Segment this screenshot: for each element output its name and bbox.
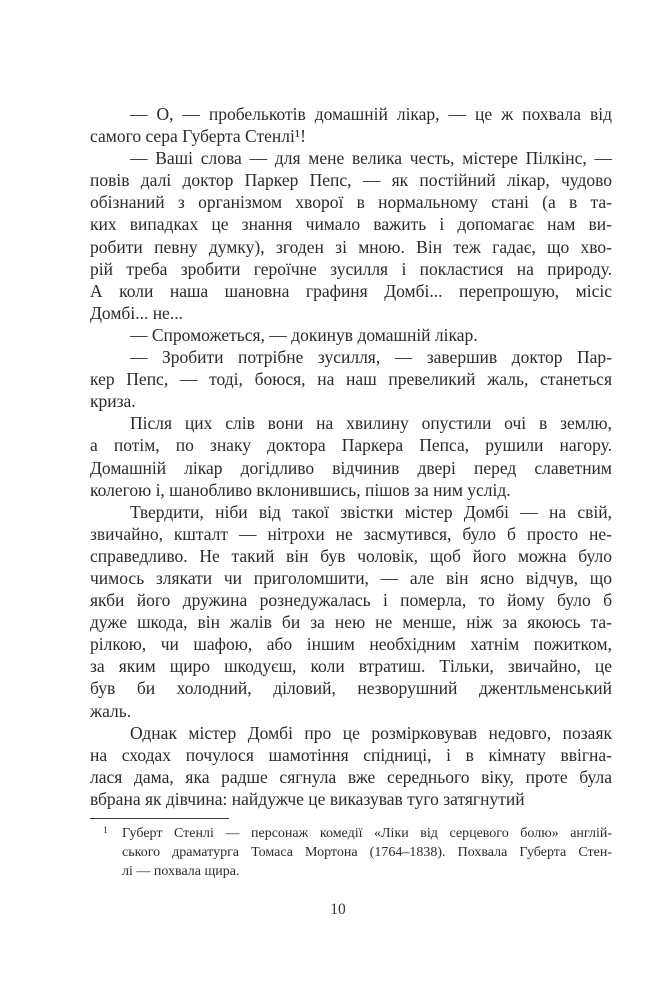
text-line: повів далі доктор Паркер Пепс, — як постійний лікар, чудово bbox=[90, 170, 612, 191]
text-line: Після цих слів вони на хвилину опустили очі в землю, bbox=[130, 413, 612, 434]
text-line: — Спроможеться, — докинув домашній лікар. bbox=[130, 324, 478, 345]
footnote-divider bbox=[90, 818, 229, 819]
footnote-marker: 1 bbox=[103, 826, 108, 836]
paragraph bbox=[90, 324, 612, 346]
text-line: А коли наша шановна графиня Домбі... перепрошую, місіс bbox=[90, 280, 612, 301]
text-line: якби його дружина рознедужалась і померла, то йому було б bbox=[90, 590, 612, 611]
text-line: Домбі... не... bbox=[90, 302, 183, 323]
text-line: Домашній лікар догідливо відчинив двері перед славетним bbox=[90, 457, 612, 478]
text-line: справедливо. Не такий він був чоловік, щоб його можна було bbox=[90, 545, 612, 566]
text-line: Однак містер Домбі про це розмірковував недовго, позаяк bbox=[130, 722, 612, 743]
paragraph bbox=[90, 412, 612, 500]
text-line: — Ваші слова — для мене велика честь, містере Пілкінс, — bbox=[130, 148, 612, 169]
paragraph bbox=[90, 103, 612, 147]
footnote bbox=[90, 824, 612, 881]
paragraph bbox=[90, 722, 612, 810]
text-line: кер Пепс, — тоді, боюся, на наш превеликий жаль, станеться bbox=[90, 369, 612, 390]
text-line: жаль. bbox=[90, 700, 132, 721]
text-line: — Зробити потрібне зусилля, — завершив доктор Пар- bbox=[130, 347, 612, 368]
text-line: за яким щиро шкодуєш, коли втратиш. Тільки, звичайно, це bbox=[90, 656, 612, 677]
text-line: ких випадках це знання чимало важить і допомагає нам ви- bbox=[90, 214, 612, 235]
text-line: вбрана як дівчина: найдужче це виказував туго затягнутий bbox=[90, 788, 525, 809]
text-line: рій треба зробити героїчне зусилля і покластися на природу. bbox=[90, 258, 612, 279]
text-line: був би холодний, діловий, незворушний джентльменський bbox=[90, 678, 612, 699]
text-line: робити певну думку), згоден зі мною. Він теж гадає, що хво- bbox=[90, 236, 612, 257]
paragraph bbox=[90, 147, 612, 324]
paragraph bbox=[90, 501, 612, 722]
text-line: дуже шкода, він жалів би за нею не менше, ніж за якоюсь та- bbox=[90, 612, 612, 633]
text-line: чимось злякати чи приголомшити, — але він ясно відчув, що bbox=[90, 567, 612, 588]
text-line: колегою і, шанобливо вклонившись, пішов за ним услід. bbox=[90, 479, 511, 500]
text-line: обізнаний з організмом хворої в нормальному стані (а в та- bbox=[90, 192, 612, 213]
text-line: самого сера Губерта Стенлі¹! bbox=[90, 126, 306, 147]
footnote-line: лі — похвала щира. bbox=[122, 864, 240, 879]
text-line: — О, — пробелькотів домашній лікар, — це ж похвала від bbox=[130, 104, 612, 124]
paragraph bbox=[90, 346, 612, 412]
footnote-line: ського драматурга Томаса Мортона (1764–1838). Похвала Губерта Стен- bbox=[122, 845, 612, 860]
text-line: на сходах почулося шамотіння спідниці, і в кімнату ввігна- bbox=[90, 744, 612, 765]
text-line: Твердити, ніби від такої звістки містер Домбі — на свій, bbox=[130, 501, 612, 522]
text-line: лася дама, яка радше сягнула вже середнього віку, проте була bbox=[90, 766, 612, 787]
text-line: рілкою, чи шафою, або іншим необхідним хатнім пожитком, bbox=[90, 634, 612, 655]
text-line: криза. bbox=[90, 391, 136, 412]
footnote-line: Губерт Стенлі — персонаж комедії «Ліки від серцевого болю» англій- bbox=[122, 826, 612, 841]
text-line: а потім, по знаку доктора Паркера Пепса, рушили нагору. bbox=[90, 435, 612, 456]
text-line: звичайно, кшталт — нітрохи не засмутився, було б просто не- bbox=[90, 523, 612, 544]
page-number: 10 bbox=[330, 901, 346, 918]
main-text-block bbox=[90, 103, 612, 810]
